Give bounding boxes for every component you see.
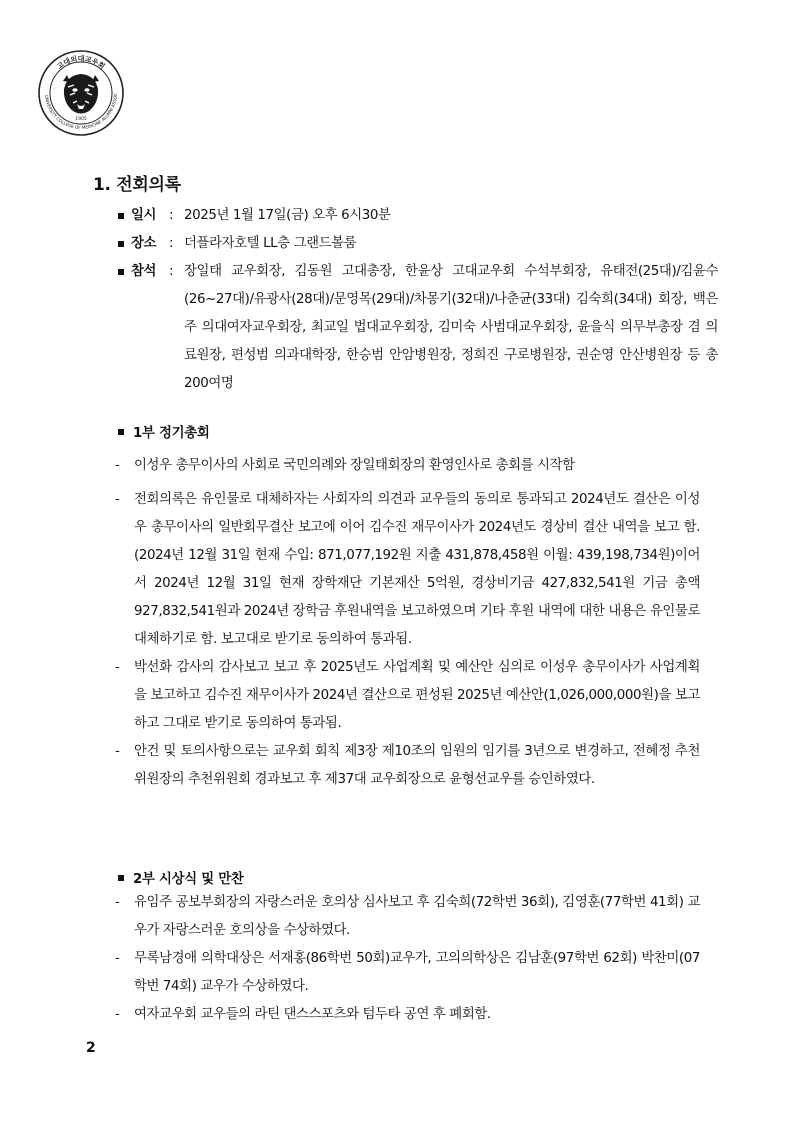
- emblem-ring-text: UNIVERSITY COLLEGE OF MEDICINE ALUMNI ASSOC: [43, 92, 120, 132]
- emblem-year: 1905: [75, 117, 87, 122]
- dash-bullet: -: [115, 744, 120, 759]
- bullet-square-icon: [118, 241, 124, 247]
- list-item: - 무록남경애 의학대상은 서재홍(86학번 50회)교우가, 고의의학상은 김남훈(97학번 62회) 박찬미(07학번 74회) 교우가 수상하였다.: [112, 945, 700, 1001]
- info-value: 더플라자호텔 LL층 그랜드볼룸: [184, 236, 357, 251]
- part1-items: [112, 452, 700, 794]
- list-item: - 안건 및 토의사항으로는 교우회 회칙 제3장 제10조의 임원의 임기를 3년으로 변경하고, 전혜정 추천위원장의 추천위원회 경과보고 후 제37대 교우회장으로 윤형선교우를 승인하였다.: [112, 738, 700, 794]
- list-item: - 전회의록은 유인물로 대체하자는 사회자의 의견과 교우들의 동의로 통과되고 2024년도 결산은 이성우 총무이사의 일반회무결산 보고에 이어 김수진 재무이사가 2024년도 경상비 결산 내역을 보고 함.(2024년 12월 31일 현재 수입: 871,077,192원 지출 431,878,458원 이월: 439,198,734원)이어서 2024년 12월 31일 현재 장학재단 기본재산 5억원, 경상비기금 427,832,541원 기금 총액 927,832,541원과 2024년 장학금 후원내역을 보고하였으며 기타 후원 내역에 대한 내용은 유인물로 대체하기로 함. 보고대로 받기로 동의하여 통과됨.: [112, 486, 700, 654]
- list-item: - 이성우 총무이사의 사회로 국민의례와 장일태회장의 환영인사로 총회를 시작함: [112, 452, 700, 480]
- list-item: - 유임주 공보부회장의 자랑스러운 호의상 심사보고 후 김숙희(72학번 36회), 김영훈(77학번 41회) 교우가 자랑스러운 호의상을 수상하였다.: [112, 889, 700, 945]
- part2-items: [112, 889, 700, 1029]
- part2-heading: 2부 시상식 및 만찬: [118, 868, 244, 887]
- info-date: 일시 : 2025년 1월 17일(금) 오후 6시30분: [118, 202, 718, 230]
- dash-bullet: -: [115, 951, 120, 966]
- dash-bullet: -: [115, 895, 120, 910]
- bullet-square-icon: [118, 875, 124, 881]
- dash-bullet: -: [115, 458, 120, 473]
- emblem-title: 고대의대교우회: [55, 55, 107, 71]
- info-label: 장소: [131, 236, 157, 251]
- dash-bullet: -: [115, 660, 120, 675]
- dash-bullet: -: [115, 1007, 120, 1022]
- bullet-square-icon: [118, 213, 124, 219]
- info-value: 장일태 교우회장, 김동원 고대총장, 한윤상 고대교우회 수석부회장, 유태전(25대)/김윤수(26~27대)/유광사(28대)/문영목(29대)/차몽기(32대)/나춘균(33대) 김숙희(34대) 회장, 백은주 의대여자교우회장, 최교일 법대교우회장, 김미숙 사범대교우회장, 윤을식 의무부총장 겸 의료원장, 편성범 의과대학장, 한승범 안암병원장, 정희진 구로병원장, 권순영 안산병원장 등 총200여명: [184, 264, 718, 391]
- list-item: - 박선화 감사의 감사보고 보고 후 2025년도 사업계획 및 예산안 심의로 이성우 총무이사가 사업계획을 보고하고 김수진 재무이사가 2024년 결산으로 편성된 2025년 예산안(1,026,000,000원)을 보고하고 그대로 받기로 동의하여 통과됨.: [112, 654, 700, 738]
- page-number: 2: [86, 1040, 96, 1056]
- info-attendees: 참석 : 장일태 교우회장, 김동원 고대총장, 한윤상 고대교우회 수석부회장, 유태전(25대)/김윤수(26~27대)/유광사(28대)/문영목(29대)/차몽기(32대)/나춘균(33대) 김숙희(34대) 회장, 백은주 의대여자교우회장, 최교일 법대교우회장, 김미숙 사범대교우회장, 윤을식 의무부총장 겸 의료원장, 편성범 의과대학장, 한승범 안암병원장, 정희진 구로병원장, 권순영 안산병원장 등 총200여명: [118, 258, 718, 398]
- bullet-square-icon: [118, 429, 124, 435]
- alumni-emblem-tiger-icon: [37, 49, 125, 137]
- list-item: - 여자교우회 교우들의 라틴 댄스스포츠와 텀두타 공연 후 폐회함.: [112, 1001, 700, 1029]
- svg-text:고대의대교우회: [56, 54, 107, 71]
- info-place: 장소 : 더플라자호텔 LL층 그랜드볼룸: [118, 230, 718, 258]
- section-title: 1. 전회의록: [93, 175, 181, 195]
- dash-bullet: -: [115, 492, 120, 507]
- info-label: 참석: [131, 264, 157, 279]
- info-value: 2025년 1월 17일(금) 오후 6시30분: [184, 208, 391, 223]
- part1-heading: 1부 정기총회: [118, 422, 210, 441]
- info-label: 일시: [131, 208, 157, 223]
- meeting-info-list: [118, 202, 718, 398]
- bullet-square-icon: [118, 269, 124, 275]
